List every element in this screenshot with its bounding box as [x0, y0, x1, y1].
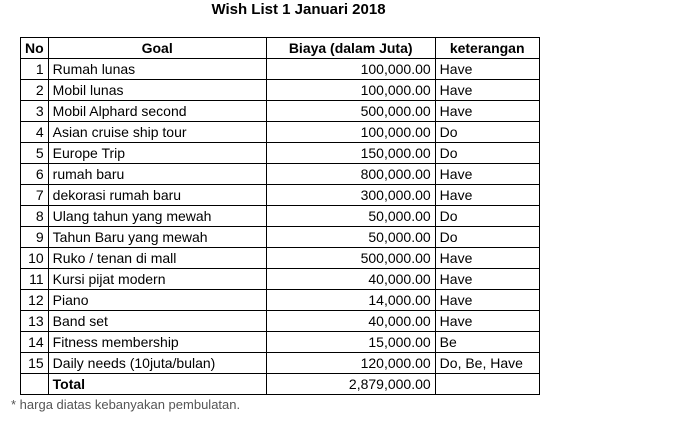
row-no: 14 — [21, 332, 49, 353]
row-no: 1 — [21, 59, 49, 80]
row-cost: 150,000.00 — [266, 143, 435, 164]
row-goal: Kursi pijat modern — [48, 269, 266, 290]
row-goal: Ulang tahun yang mewah — [48, 206, 266, 227]
total-note-cell — [435, 374, 539, 395]
table-row — [21, 143, 540, 164]
row-goal: Asian cruise ship tour — [48, 122, 266, 143]
row-no: 4 — [21, 122, 49, 143]
row-cost: 120,000.00 — [266, 353, 435, 374]
row-goal: dekorasi rumah baru — [48, 185, 266, 206]
page-title — [0, 1, 677, 19]
wish-list-table — [20, 37, 540, 395]
row-no: 7 — [21, 185, 49, 206]
table-row — [21, 80, 540, 101]
row-goal: Ruko / tenan di mall — [48, 248, 266, 269]
row-note: Have — [435, 185, 539, 206]
row-cost: 100,000.00 — [266, 80, 435, 101]
row-no: 15 — [21, 353, 49, 374]
table-row — [21, 185, 540, 206]
table-row — [21, 332, 540, 353]
row-cost: 100,000.00 — [266, 122, 435, 143]
row-note: Have — [435, 269, 539, 290]
row-goal: Europe Trip — [48, 143, 266, 164]
row-goal: Fitness membership — [48, 332, 266, 353]
row-goal: Band set — [48, 311, 266, 332]
row-no: 9 — [21, 227, 49, 248]
row-goal: Mobil lunas — [48, 80, 266, 101]
row-note: Have — [435, 59, 539, 80]
table-row — [21, 206, 540, 227]
row-note: Do — [435, 122, 539, 143]
row-cost: 14,000.00 — [266, 290, 435, 311]
row-note: Have — [435, 101, 539, 122]
table-row — [21, 353, 540, 374]
row-cost: 15,000.00 — [266, 332, 435, 353]
total-row — [21, 374, 540, 395]
row-cost: 500,000.00 — [266, 248, 435, 269]
row-cost: 800,000.00 — [266, 164, 435, 185]
header-note: keterangan — [435, 38, 539, 59]
table-row — [21, 59, 540, 80]
row-no: 10 — [21, 248, 49, 269]
footnote: * harga diatas kebanyakan pembulatan. — [11, 397, 241, 412]
header-cost: Biaya (dalam Juta) — [266, 38, 435, 59]
row-no: 11 — [21, 269, 49, 290]
total-cost: 2,879,000.00 — [266, 374, 435, 395]
row-goal: Rumah lunas — [48, 59, 266, 80]
row-no: 12 — [21, 290, 49, 311]
row-goal: Mobil Alphard second — [48, 101, 266, 122]
row-goal: Piano — [48, 290, 266, 311]
row-note: Be — [435, 332, 539, 353]
table-row — [21, 290, 540, 311]
row-no: 5 — [21, 143, 49, 164]
table-row — [21, 227, 540, 248]
row-note: Have — [435, 80, 539, 101]
table-row — [21, 164, 540, 185]
row-note: Have — [435, 290, 539, 311]
row-cost: 100,000.00 — [266, 59, 435, 80]
table-row — [21, 311, 540, 332]
row-note: Do — [435, 227, 539, 248]
row-goal: Tahun Baru yang mewah — [48, 227, 266, 248]
row-cost: 500,000.00 — [266, 101, 435, 122]
row-no: 2 — [21, 80, 49, 101]
row-cost: 50,000.00 — [266, 227, 435, 248]
row-goal: Daily needs (10juta/bulan) — [48, 353, 266, 374]
table-row — [21, 122, 540, 143]
table-row — [21, 269, 540, 290]
table-row — [21, 101, 540, 122]
total-label: Total — [48, 374, 266, 395]
row-no: 6 — [21, 164, 49, 185]
row-cost: 40,000.00 — [266, 311, 435, 332]
row-cost: 50,000.00 — [266, 206, 435, 227]
row-cost: 300,000.00 — [266, 185, 435, 206]
row-note: Do — [435, 206, 539, 227]
header-no: No — [21, 38, 49, 59]
row-note: Have — [435, 164, 539, 185]
row-note: Do, Be, Have — [435, 353, 539, 374]
table-body — [21, 59, 540, 374]
table-row — [21, 248, 540, 269]
table-header-row — [21, 38, 540, 59]
row-no: 8 — [21, 206, 49, 227]
row-cost: 40,000.00 — [266, 269, 435, 290]
row-note: Do — [435, 143, 539, 164]
row-note: Have — [435, 248, 539, 269]
row-note: Have — [435, 311, 539, 332]
total-no-cell — [21, 374, 49, 395]
header-goal: Goal — [48, 38, 266, 59]
row-goal: rumah baru — [48, 164, 266, 185]
page-title-text: Wish List 1 Januari 2018 — [211, 1, 386, 18]
row-no: 3 — [21, 101, 49, 122]
row-no: 13 — [21, 311, 49, 332]
